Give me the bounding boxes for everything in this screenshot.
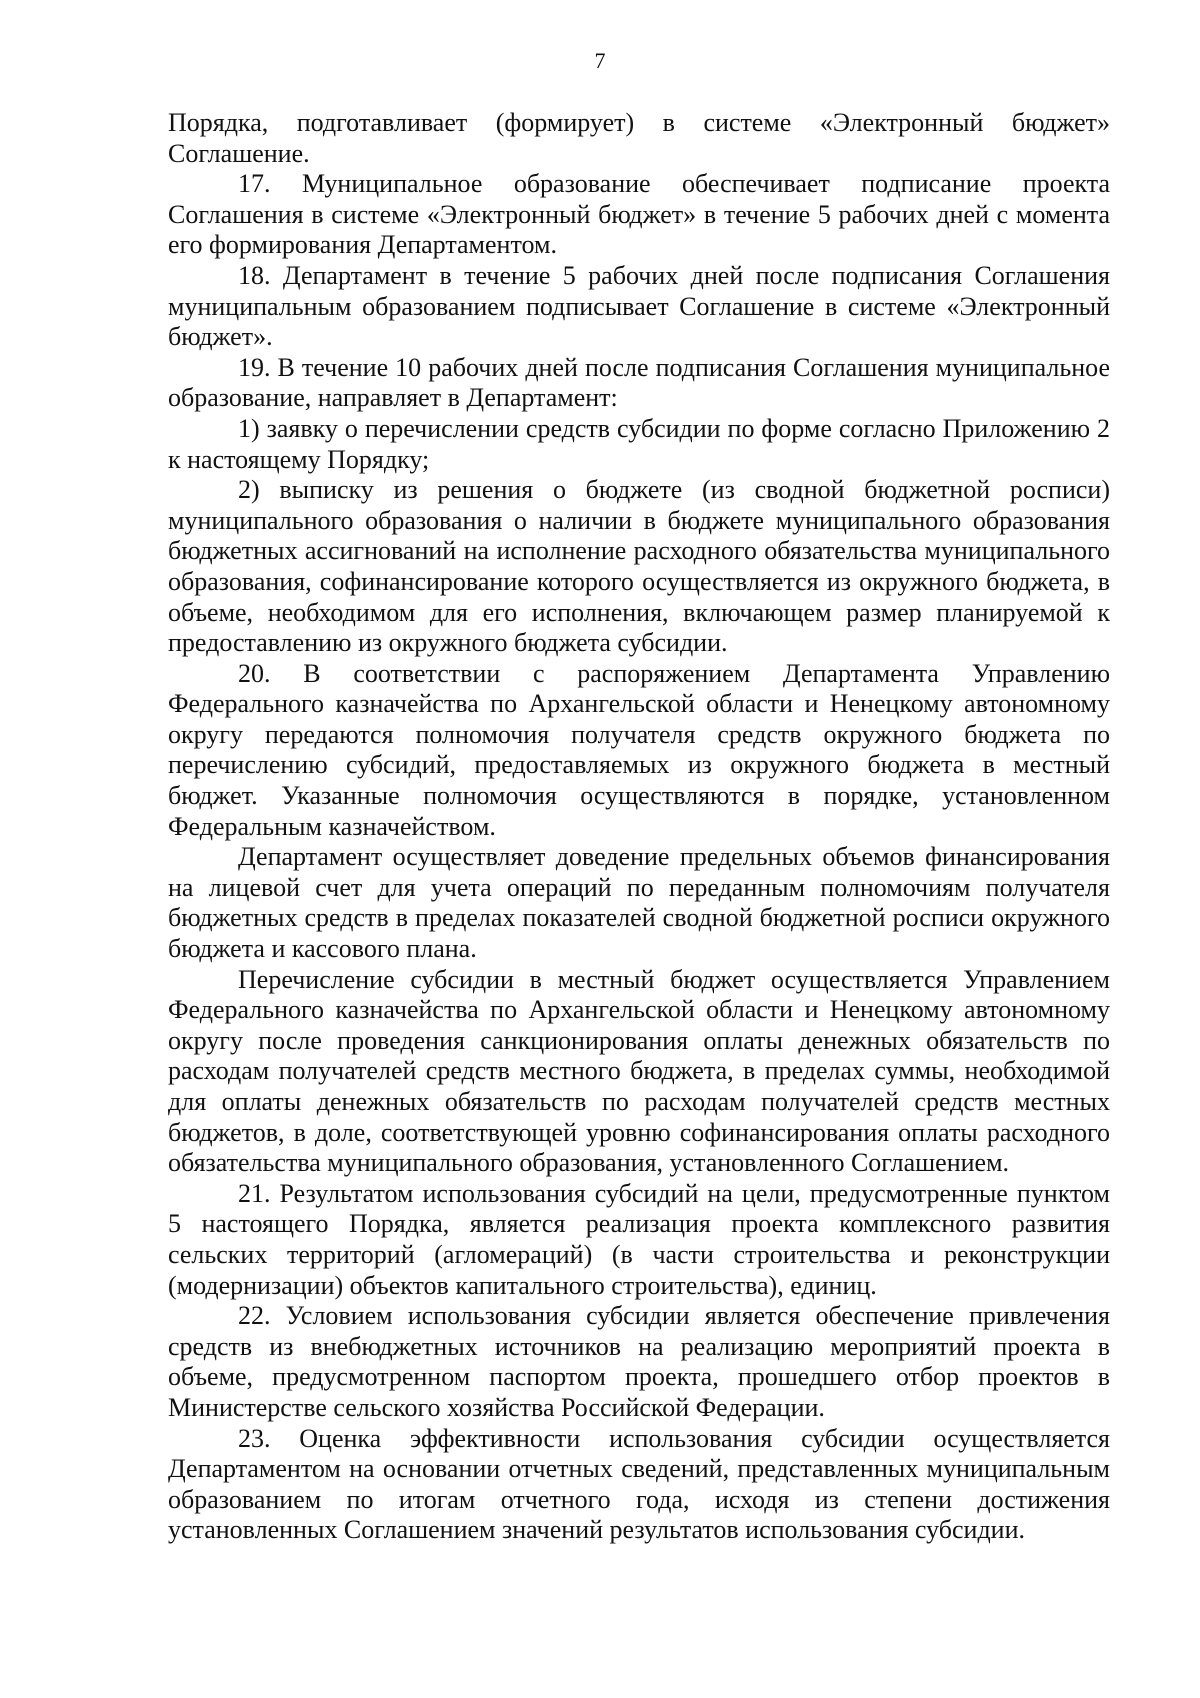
paragraph-17: 17. Муниципальное образование обеспечивает подписание проекта Соглашения в системе «Электронный бюджет» в течение 5 рабочих дней с момента его формирования Департаментом. [168,169,1110,260]
paragraph-19: 19. В течение 10 рабочих дней после подписания Соглашения муниципальное образование, направляет в Департамент: [168,352,1110,413]
paragraph-20-transfer: Перечисление субсидии в местный бюджет осуществляется Управлением Федерального казначейства по Архангельской области и Ненецкому автономному округу после проведения санкционирования оплаты денежных обязательств по расходам получателей средств местного бюджета, в пределах суммы, необходимой для оплаты денежных обязательств по расходам получателей средств местных бюджетов, в доле, соответствующей уровню софинансирования оплаты расходного обязательства муниципального образования, установленного Соглашением. [168,964,1110,1178]
paragraph-19-item-1: 1) заявку о перечислении средств субсидии по форме согласно Приложению 2 к настоящему Порядку; [168,413,1110,474]
paragraph-22: 22. Условием использования субсидии является обеспечение привлечения средств из внебюджетных источников на реализацию мероприятий проекта в объеме, предусмотренном паспортом проекта, прошедшего отбор проектов в Министерстве сельского хозяйства Российской Федерации. [168,1301,1110,1422]
page-number: 7 [594,48,606,73]
paragraph-23: 23. Оценка эффективности использования субсидии осуществляется Департаментом на основании отчетных сведений, представленных муниципальным образованием по итогам отчетного года, исходя из степени достижения установленных Соглашением значений результатов использования субсидии. [168,1423,1110,1545]
paragraph-19-item-2: 2) выписку из решения о бюджете (из сводной бюджетной росписи) муниципального образования о наличии в бюджете муниципального образования бюджетных ассигнований на исполнение расходного обязательства муниципального образования, софинансирование которого осуществляется из окружного бюджета, в объеме, необходимом для его исполнения, включающем размер планируемой к предоставлению из окружного бюджета субсидии. [168,475,1110,658]
paragraph-21: 21. Результатом использования субсидий на цели, предусмотренные пунктом 5 настоящего Порядка, является реализация проекта комплексного развития сельских территорий (агломераций) (в части строительства и реконструкции (модернизации) объектов капитального строительства), единиц. [168,1178,1110,1300]
paragraph-18: 18. Департамент в течение 5 рабочих дней после подписания Соглашения муниципальным образованием подписывает Соглашение в системе «Электронный бюджет». [168,260,1110,352]
paragraph-20: 20. В соответствии с распоряжением Департамента Управлению Федерального казначейства по Архангельской области и Ненецкому автономному округу передаются полномочия получателя средств окружного бюджета по перечислению субсидий, предоставляемых из окружного бюджета в местный бюджет. Указанные полномочия осуществляются в порядке, установленном Федеральным казначейством. [168,658,1110,841]
paragraph-continuation: Порядка, подготавливает (формирует) в системе «Электронный бюджет» Соглашение. [168,108,1110,168]
document-body [168,108,1110,1546]
paragraph-20-financing: Департамент осуществляет доведение предельных объемов финансирования на лицевой счет для учета операций по переданным полномочиям получателя бюджетных средств в пределах показателей сводной бюджетной росписи окружного бюджета и кассового плана. [168,842,1110,964]
